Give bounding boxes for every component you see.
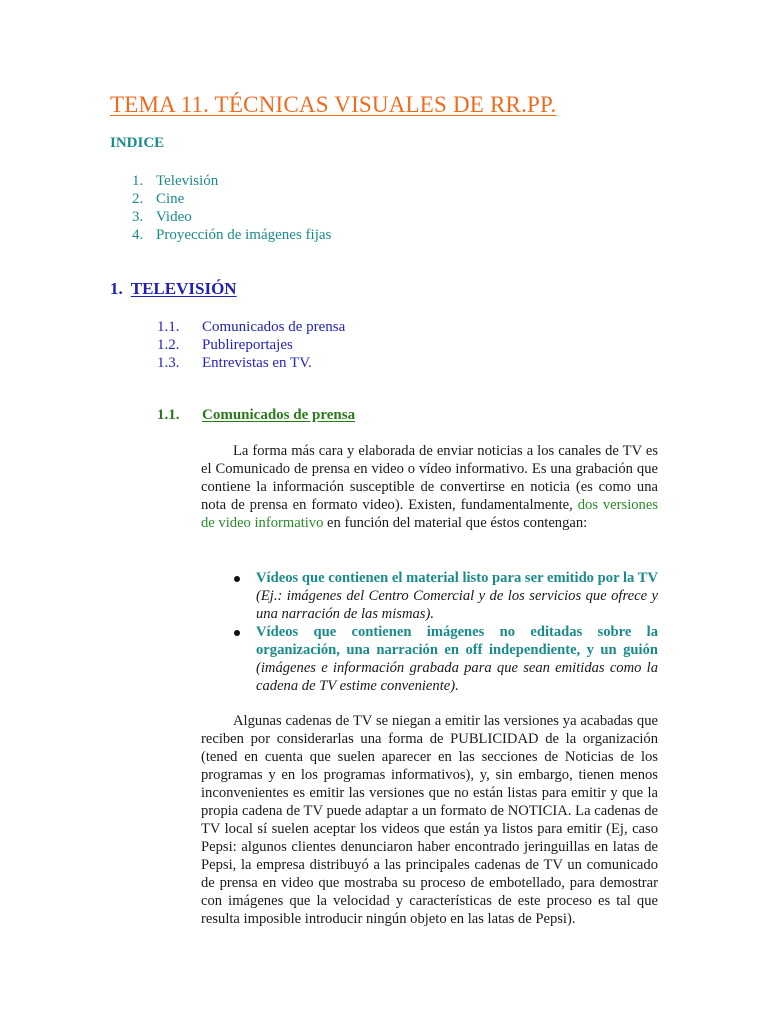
index-item-label: Cine [156,191,185,207]
section-title: TELEVISIÓN [130,279,237,298]
subitem-label: Entrevistas en TV. [202,355,312,371]
index-item-number: 1. [132,173,144,189]
subitem-label: Publireportajes [202,337,293,353]
index-item-number: 2. [132,191,144,207]
subitem [157,354,345,372]
index-item-label: Televisión [156,173,219,189]
bullet-bold-text: Vídeos que contienen el material listo para ser emitido por la TV [256,570,658,586]
section-subitem-list [157,318,345,372]
intro-highlight: dos versiones de video informativo [201,497,659,531]
bullet-icon [234,576,240,582]
index-item-label: Proyección de imágenes fijas [156,227,332,243]
bullet-list [232,569,658,695]
document-title: TEMA 11. TÉCNICAS VISUALES DE RR.PP. [110,92,557,117]
index-heading: INDICE [110,135,165,151]
index-item [132,190,331,208]
index-item-label: Video [156,209,192,225]
index-item-number: 4. [132,227,144,243]
subitem-number: 1.3. [157,355,180,371]
intro-paragraph [201,442,658,532]
subitem [157,318,345,336]
bullet-italic-text: (imágenes e información grabada para que sean emitidas como la cadena de TV estime conveniente). [256,660,658,694]
subsection-heading [157,407,355,424]
bullet-bold-text: Vídeos que contienen imágenes no editadas sobre la organización, una narración en off independiente, y un guión [256,624,658,658]
bullet-icon [234,630,240,636]
subitem-number: 1.1. [157,319,180,335]
bullet-item [232,623,658,695]
subitem-number: 1.2. [157,337,180,353]
body-text: Algunas cadenas de TV se niegan a emitir las versiones ya acabadas que reciben por considerarlas una forma de PUBLICIDAD de la organización (tened en cuenta que suelen aparecer en las secciones de Noticias de los programas y en los programas informativos), y, sin embargo, tienen menos inconvenientes es emitir las versiones que no están listas para emitir y que la propia cadena de TV puede adaptar a un formato de NOTICIA. La cadenas de TV local sí suelen aceptar los videos que están ya listos para emitir (Ej, caso Pepsi: algunos clientes denunciaron haber encontrado jeringuillas en latas de Pepsi, la empresa distribuyó a las principales cadenas de TV un comunicado de prensa en video que mostraba su proceso de embotellado, para demostrar con imágenes que la velocidad y características de este proceso es tal que resulta imposible introducir ningún objeto en las latas de Pepsi). [201,713,658,927]
bullet-italic-text: (Ej.: imágenes del Centro Comercial y de los servicios que ofrece y una narración de las mismas). [256,588,658,622]
index-item [132,172,331,190]
index-item-number: 3. [132,209,144,225]
subitem [157,336,345,354]
subsection-title: Comunicados de prensa [202,407,356,423]
intro-text-b: en función del material que éstos contengan: [323,515,588,531]
section-number: 1. [110,279,123,298]
index-list [132,172,331,244]
bullet-item [232,569,658,623]
subitem-label: Comunicados de prensa [202,319,346,335]
intro-text-a: La forma más cara y elaborada de enviar noticias a los canales de TV es el Comunicado de prensa en video o vídeo informativo. Es una grabación que contiene la información susceptible de convertirse en noticia (es como una nota de prensa en formato video). Existen, fundamentalmente, [201,443,658,513]
section-heading [110,279,237,299]
subsection-number: 1.1. [157,407,180,423]
index-item [132,208,331,226]
body-paragraph [201,712,658,928]
index-item [132,226,331,244]
